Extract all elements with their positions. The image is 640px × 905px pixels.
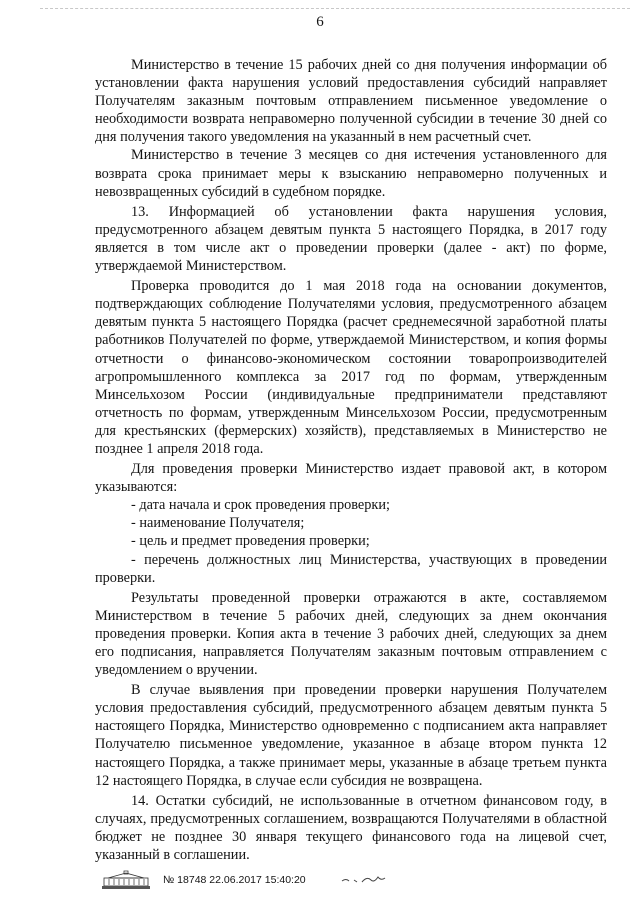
government-building-logo (100, 869, 152, 891)
list-item: - наименование Получателя; (131, 515, 305, 532)
paragraph-results: Результаты проведенной проверки отражаются в акте, составляемом Министерством в течение 5 рабочих дней, следующих за днем окончания проведения проверки. Копия акта в течение 3 рабочих дней, следующих за днем его подписания, направляется Получателям заказным почтовым отправлением с уведомлением о вручении. (95, 589, 607, 679)
page-footer (100, 869, 620, 891)
paragraph-notification: Министерство в течение 15 рабочих дней со дня получения информации об установлении факта нарушения условий предоставления субсидий направляет Получателям заказным почтовым отправлением письменное уведомление о необходимости возврата неправомерно полученной субсидии в течение 30 дней со дня получения такого уведомления на указанный в нем расчетный счет. (95, 57, 607, 146)
paragraph-violation: В случае выявления при проведении проверки нарушения Получателем условия предоставления субсидий, предусмотренного абзацем девятым пункта 5 настоящего Порядка, Министерство одновременно с подписанием акта направляет Получателю письменное уведомление, указанное в абзаце втором пункта 12 настоящего Порядка, а также принимает меры, указанные в абзаце третьем пункта 12 настоящего Порядка, в случае если субсидия не возвращена. (95, 682, 607, 789)
handwritten-signature (340, 869, 410, 891)
paragraph-item-14: 14. Остатки субсидий, не использованные в отчетном финансовом году, в случаях, предусмотренных соглашением, возвращаются Получателями в областной бюджет не позднее 30 января текущего финансового года на лицевой счет, указанный в соглашении. (95, 792, 607, 864)
page-number: 6 (316, 14, 324, 30)
paragraph-recovery: Министерство в течение 3 месяцев со дня истечения установленного для возврата срока принимает меры к взысканию неправомерно полученных и невозвращенных субсидий в судебном порядке. (95, 147, 607, 200)
document-registration-code: № 18748 22.06.2017 15:40:20 (163, 874, 306, 886)
list-item: - цель и предмет проведения проверки; (131, 533, 370, 550)
list-item: - дата начала и срок проведения проверки; (131, 497, 390, 514)
paragraph-item-13: 13. Информацией об установлении факта нарушения условия, предусмотренного абзацем девятым пункта 5 настоящего Порядка, в 2017 году является в том числе акт о проведении проверки (далее - акт) по форме, утверждаемой Министерством. (95, 203, 607, 275)
list-item: - перечень должностных лиц Министерства, участвующих в проведении проверки. (95, 551, 607, 586)
paragraph-inspection: Проверка проводится до 1 мая 2018 года на основании документов, подтверждающих соблюдение Получателями условия, предусмотренного абзацем девятым пункта 5 настоящего Порядка (расчет среднемесячной заработной платы работников Получателей по форме, утверждаемой Министерством, и копия формы отчетности о финансово-экономическом состоянии товаропроизводителей агропромышленного комплекса за 2017 год по формам, утвержденным Минсельхозом России (индивидуальные предприниматели представляют отчетность по формам, утвержденным Минсельхозом России, предусмотренным для крестьянских (фермерских) хозяйств), представляемых в Министерство не позднее 1 апреля 2018 года. (95, 278, 607, 457)
scan-top-edge (40, 8, 630, 9)
document-body (95, 56, 607, 864)
paragraph-legal-act: Для проведения проверки Министерство издает правовой акт, в котором указываются: (95, 461, 607, 496)
